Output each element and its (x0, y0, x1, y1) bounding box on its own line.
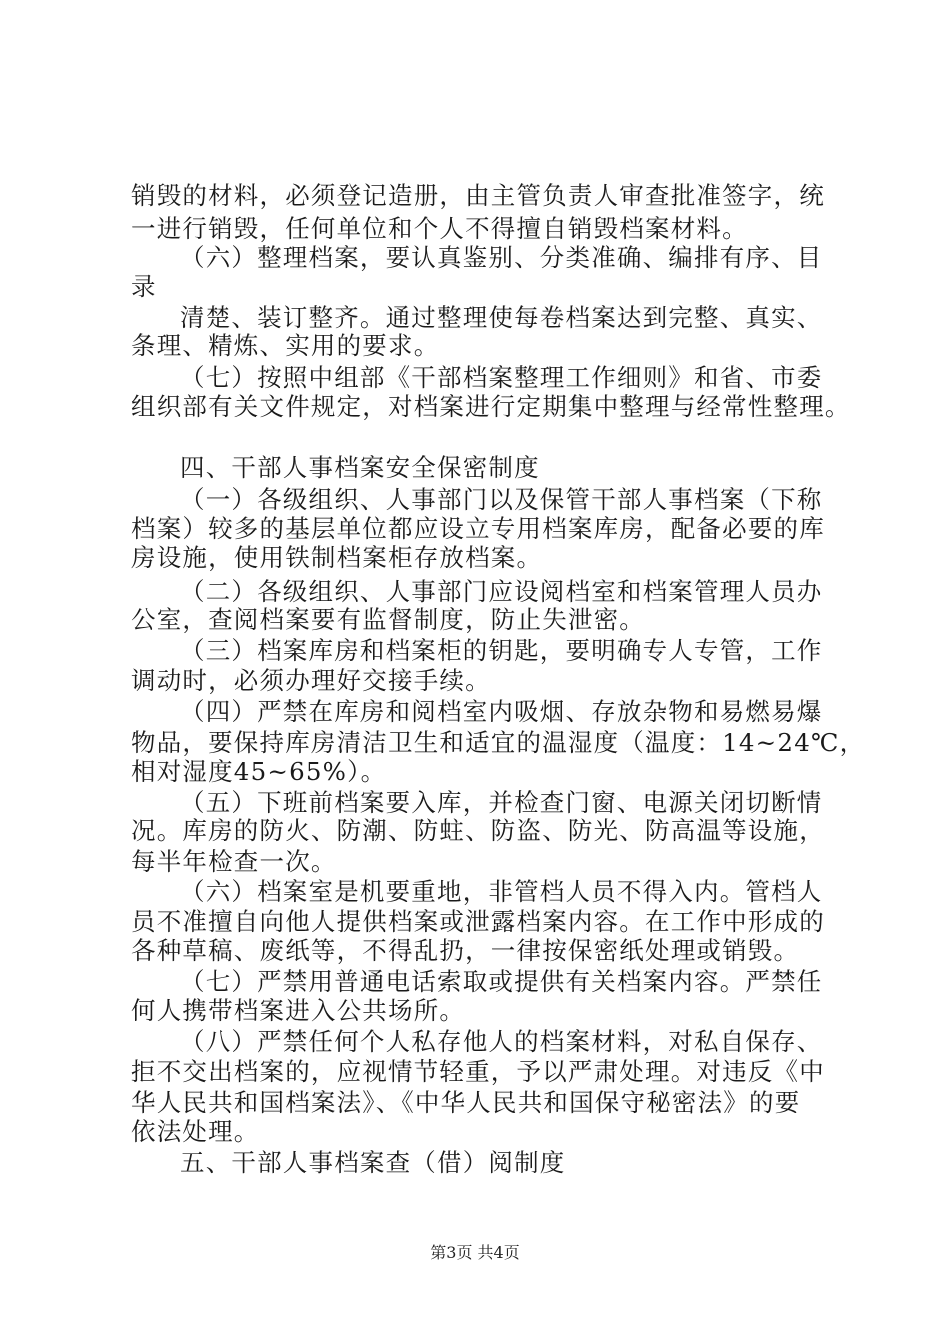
section-heading: 五、干部人事档案查（借）阅制度 (180, 1148, 566, 1177)
text-line: 公室，查阅档案要有监督制度，防止失泄密。 (131, 605, 645, 634)
text-line: （七）按照中组部《干部档案整理工作细则》和省、市委 (180, 363, 823, 392)
text-line: （八）严禁任何个人私存他人的档案材料，对私自保存、 (180, 1027, 823, 1056)
text-line: 物品，要保持库房清洁卫生和适宜的温湿度（温度：14~24℃， (131, 728, 866, 757)
text-line: 拒不交出档案的，应视情节轻重，予以严肃处理。对违反《中 (131, 1057, 825, 1086)
text-line: （四）严禁在库房和阅档室内吸烟、存放杂物和易燃易爆 (180, 697, 823, 726)
text-line: 况。库房的防火、防潮、防蛀、防盗、防光、防高温等设施， (131, 816, 825, 845)
text-line: 员不准擅自向他人提供档案或泄露档案内容。在工作中形成的 (131, 907, 825, 936)
text-line: 条理、精炼、实用的要求。 (131, 331, 440, 360)
page-number-footer: 第3页 共4页 (430, 1243, 520, 1262)
text-line: 清楚、装订整齐。通过整理使每卷档案达到完整、真实、 (180, 303, 823, 332)
text-line: （三）档案库房和档案柜的钥匙，要明确专人专管，工作 (180, 636, 823, 665)
text-line: 依法处理。 (131, 1117, 260, 1146)
text-line: 档案）较多的基层单位都应设立专用档案库房，配备必要的库 (131, 514, 825, 543)
text-line: （七）严禁用普通电话索取或提供有关档案内容。严禁任 (180, 967, 823, 996)
text-line: 房设施，使用铁制档案柜存放档案。 (131, 543, 543, 572)
text-line: 录 (131, 272, 157, 301)
text-line: （一）各级组织、人事部门以及保管干部人事档案（下称 (180, 485, 823, 514)
text-line: （六）整理档案，要认真鉴别、分类准确、编排有序、目 (180, 243, 823, 272)
text-line: 一进行销毁，任何单位和个人不得擅自销毁档案材料。 (131, 214, 748, 243)
section-heading: 四、干部人事档案安全保密制度 (180, 453, 540, 482)
text-line: （二）各级组织、人事部门应设阅档室和档案管理人员办 (180, 577, 823, 606)
text-line: （六）档案室是机要重地，非管档人员不得入内。管档人 (180, 877, 823, 906)
text-line: 调动时，必须办理好交接手续。 (131, 666, 491, 695)
text-line: 何人携带档案进入公共场所。 (131, 996, 466, 1025)
text-line: 每半年检查一次。 (131, 847, 337, 876)
text-line: 各种草稿、废纸等，不得乱扔，一律按保密纸处理或销毁。 (131, 936, 800, 965)
text-line: 华人民共和国档案法》、《中华人民共和国保守秘密法》的要 (131, 1088, 801, 1117)
text-line: （五）下班前档案要入库，并检查门窗、电源关闭切断情 (180, 788, 823, 817)
text-line: 组织部有关文件规定，对档案进行定期集中整理与经常性整理。 (131, 392, 851, 421)
text-line: 相对湿度45~65%）。 (131, 757, 387, 786)
text-line: 销毁的材料，必须登记造册，由主管负责人审查批准签字，统 (131, 181, 825, 210)
